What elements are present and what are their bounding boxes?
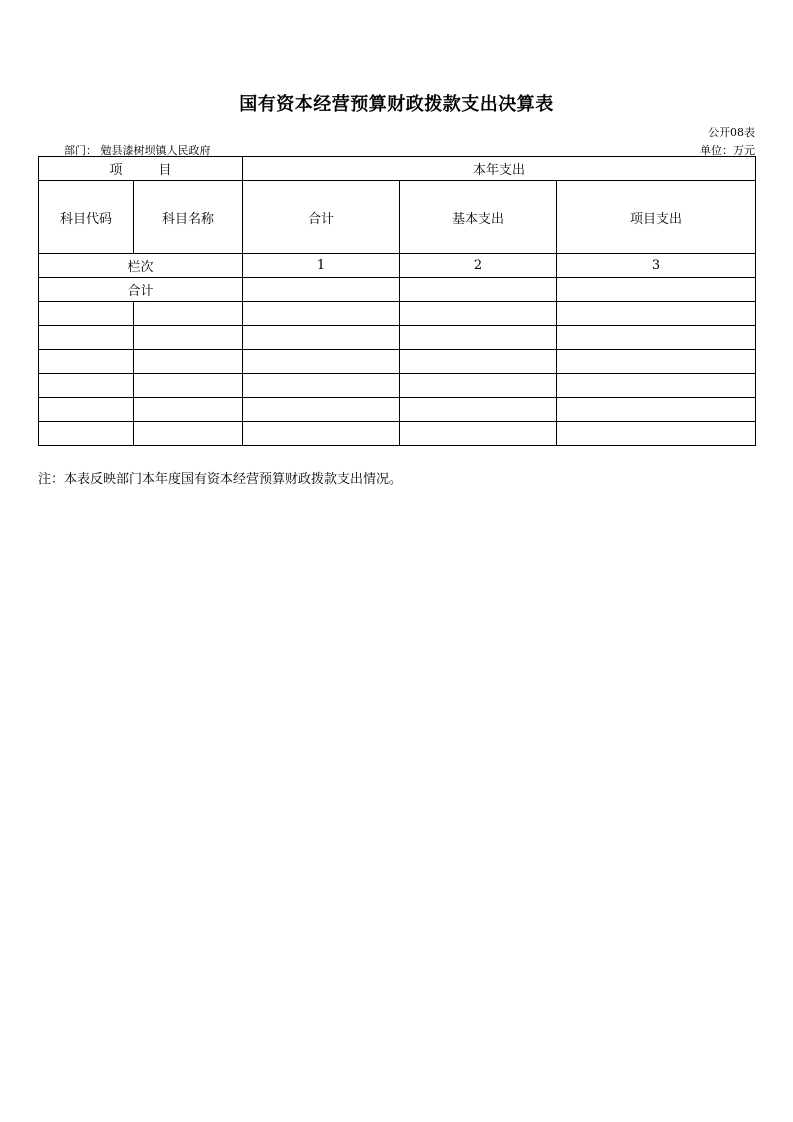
- page-title: 国有资本经营预算财政拨款支出决算表: [239, 94, 554, 115]
- table-cell: [557, 302, 756, 326]
- table-cell: [243, 350, 400, 374]
- table-cell: [39, 302, 134, 326]
- table-row: [39, 374, 756, 398]
- department-label: 部门： 勉县漆树坝镇人民政府: [64, 144, 211, 157]
- form-number: 公开08表: [708, 126, 755, 139]
- expenditure-table: [38, 156, 756, 446]
- table-cell: [400, 302, 557, 326]
- header-row-2: [39, 181, 756, 254]
- table-cell: [243, 398, 400, 422]
- total-header: 合计: [243, 181, 400, 254]
- footnote: 注：本表反映部门本年度国有资本经营预算财政拨款支出情况。: [38, 472, 403, 487]
- table-cell: [557, 422, 756, 446]
- header-row-1: [39, 157, 756, 181]
- table-cell: [400, 350, 557, 374]
- item-header-part1: 项: [109, 163, 123, 178]
- table-row: [39, 398, 756, 422]
- table-cell: [557, 350, 756, 374]
- total-cell: [557, 278, 756, 302]
- table-cell: [134, 350, 243, 374]
- item-header: [39, 157, 243, 181]
- table-cell: [400, 422, 557, 446]
- table-cell: [243, 302, 400, 326]
- total-cell: [243, 278, 400, 302]
- table-cell: [557, 398, 756, 422]
- table-row: [39, 302, 756, 326]
- table-cell: [243, 422, 400, 446]
- table-cell: [39, 374, 134, 398]
- subject-code-header: 科目代码: [39, 181, 134, 254]
- table-cell: [134, 398, 243, 422]
- column-number-2: 2: [400, 254, 557, 278]
- current-year-header: 本年支出: [243, 157, 756, 181]
- total-row-label: 合计: [39, 278, 243, 302]
- total-cell: [400, 278, 557, 302]
- unit-label: 单位：万元: [700, 144, 755, 157]
- table-cell: [400, 326, 557, 350]
- table-cell: [39, 350, 134, 374]
- column-number-3: 3: [557, 254, 756, 278]
- table-cell: [39, 398, 134, 422]
- total-row: [39, 278, 756, 302]
- project-expenditure-header: 项目支出: [557, 181, 756, 254]
- table-cell: [134, 422, 243, 446]
- row-label-cell: 栏次: [39, 254, 243, 278]
- table-cell: [134, 302, 243, 326]
- basic-expenditure-header: 基本支出: [400, 181, 557, 254]
- table-cell: [557, 374, 756, 398]
- column-number-row: [39, 254, 756, 278]
- subject-name-header: 科目名称: [134, 181, 243, 254]
- table-cell: [400, 374, 557, 398]
- item-header-part2: 目: [158, 163, 172, 178]
- table-cell: [243, 374, 400, 398]
- column-number-1: 1: [243, 254, 400, 278]
- table-cell: [400, 398, 557, 422]
- table-cell: [39, 422, 134, 446]
- table-cell: [134, 326, 243, 350]
- table-row: [39, 350, 756, 374]
- table-row: [39, 326, 756, 350]
- table-cell: [134, 374, 243, 398]
- table-cell: [243, 326, 400, 350]
- table-cell: [557, 326, 756, 350]
- table-row: [39, 422, 756, 446]
- table-cell: [39, 326, 134, 350]
